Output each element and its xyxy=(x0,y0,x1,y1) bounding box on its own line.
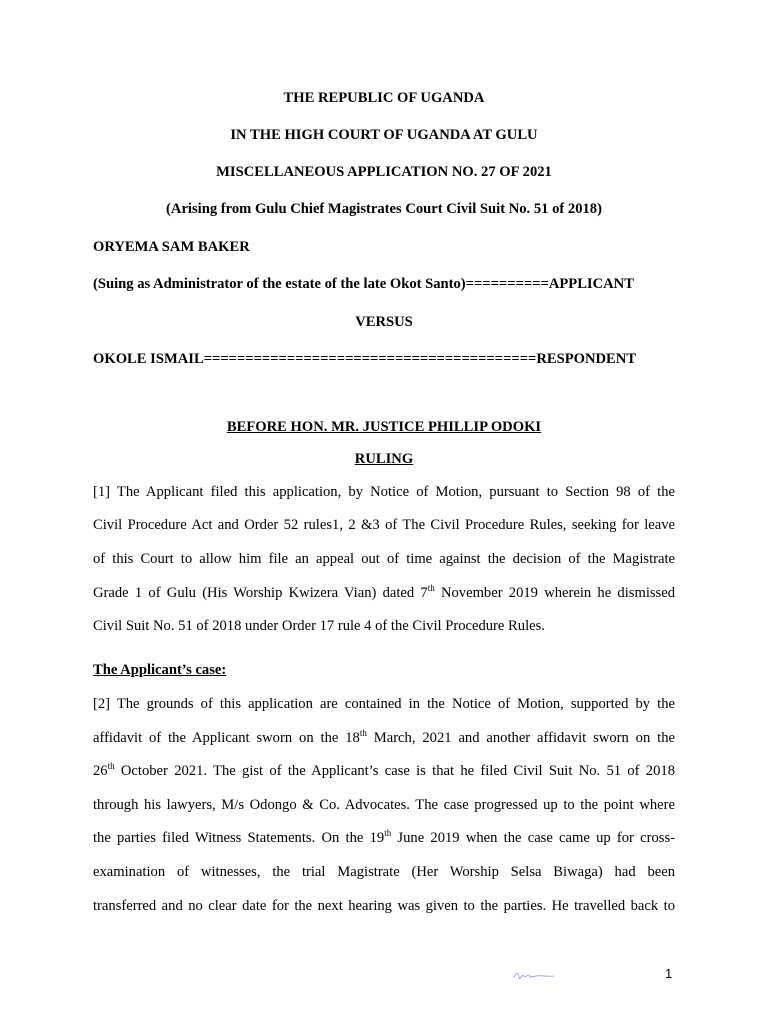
applicant-name: ORYEMA SAM BAKER xyxy=(93,239,250,255)
application-number: MISCELLANEOUS APPLICATION NO. 27 OF 2021 xyxy=(216,164,552,180)
para2-line7: transferred and no clear date for the next hearing was given to the parties. He travelled back to xyxy=(93,898,675,914)
para2-line3-text-b: October 2021. The gist of the Applicant’s case is that he filed Civil Suit No. 51 of 2018 xyxy=(114,763,675,779)
para2-line2 xyxy=(93,729,675,747)
para2-line1: [2] The grounds of this application are contained in the Notice of Motion, supported by the xyxy=(93,696,675,712)
para2-line6: examination of witnesses, the trial Magistrate (Her Worship Selsa Biwaga) had been xyxy=(93,864,675,880)
court-heading: IN THE HIGH COURT OF UGANDA AT GULU xyxy=(230,127,538,143)
para1-line4-text-a: Grade 1 of Gulu (His Worship Kwizera Vian) dated 7 xyxy=(93,585,428,601)
para2-line5 xyxy=(93,829,675,847)
para1-line1: [1] The Applicant filed this application, by Notice of Motion, pursuant to Section 98 of the xyxy=(93,484,675,500)
para2-line3-text-a: 26 xyxy=(93,763,108,779)
para1-line3: of this Court to allow him file an appeal out of time against the decision of the Magistrate xyxy=(93,551,675,567)
para2-line5-text-a: the parties filed Witness Statements. On the 19 xyxy=(93,830,385,846)
para1-line4-sup: th xyxy=(427,583,435,593)
para2-line2-text-b: March, 2021 and another affidavit sworn on the xyxy=(366,730,675,746)
para2-line3-sup: th xyxy=(107,761,115,771)
arising-from: (Arising from Gulu Chief Magistrates Court Civil Suit No. 51 of 2018) xyxy=(166,201,602,217)
para2-line5-sup: th xyxy=(384,828,392,838)
para2-line2-text-a: affidavit of the Applicant sworn on the 18 xyxy=(93,730,360,746)
applicant-line: (Suing as Administrator of the estate of the late Okot Santo)==========APPLICANT xyxy=(93,276,634,292)
para2-line4: through his lawyers, M/s Odongo & Co. Advocates. The case progressed up to the point where xyxy=(93,797,675,813)
judge-initials-signature xyxy=(512,969,556,981)
para1-line4 xyxy=(93,584,675,602)
para1-line5: Civil Suit No. 51 of 2018 under Order 17 rule 4 of the Civil Procedure Rules. xyxy=(93,618,545,634)
para2-line2-sup: th xyxy=(359,728,367,738)
versus-label: VERSUS xyxy=(355,314,413,330)
para1-line2: Civil Procedure Act and Order 52 rules1, 2 &3 of The Civil Procedure Rules, seeking for leave xyxy=(93,517,675,533)
ruling-title: RULING xyxy=(354,451,414,467)
para2-line5-text-b: June 2019 when the case came up for cross- xyxy=(391,830,675,846)
para1-line4-text-b: November 2019 wherein he dismissed xyxy=(434,585,676,601)
republic-heading: THE REPUBLIC OF UGANDA xyxy=(283,90,485,106)
para2-line3 xyxy=(93,762,675,780)
page-number: 1 xyxy=(665,966,673,981)
before-judge: BEFORE HON. MR. JUSTICE PHILLIP ODOKI xyxy=(226,419,542,435)
respondent-line: OKOLE ISMAIL========================================RESPONDENT xyxy=(93,351,637,367)
section-heading-applicant-case: The Applicant’s case: xyxy=(93,662,227,678)
